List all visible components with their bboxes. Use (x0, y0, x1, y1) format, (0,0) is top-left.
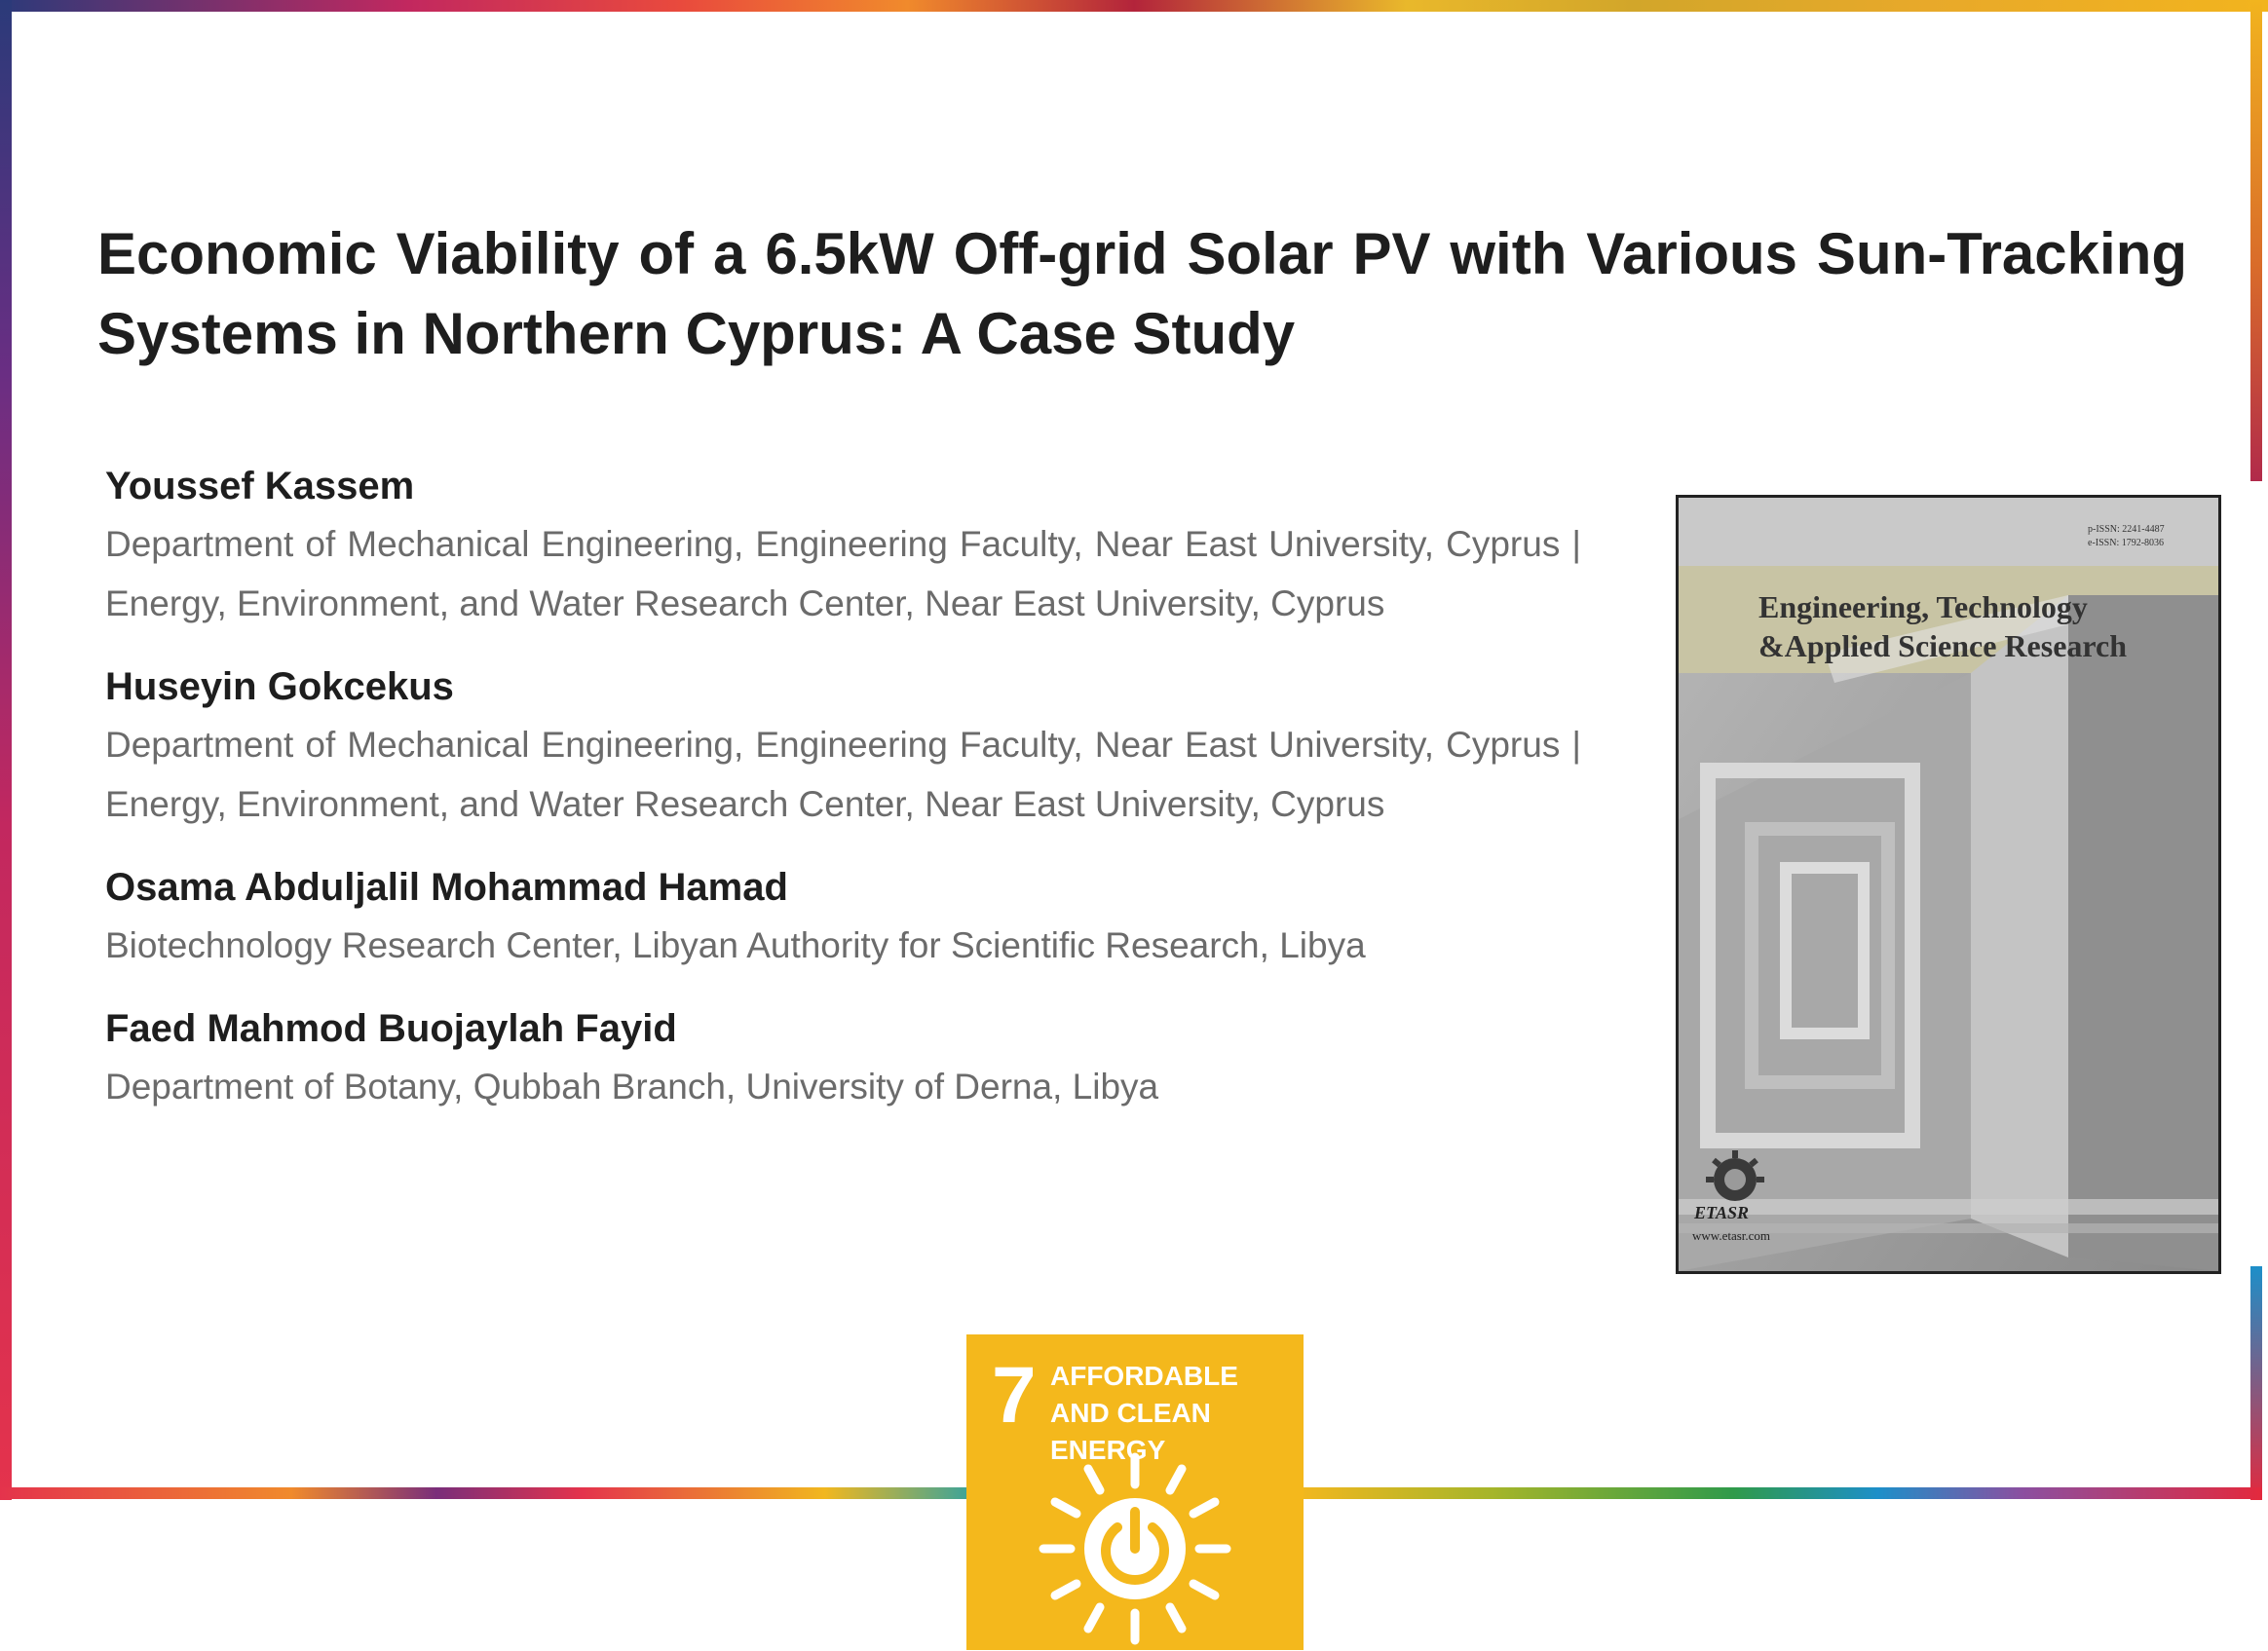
author-name: Faed Mahmod Buojaylah Fayid (105, 1007, 677, 1050)
author-entry (105, 458, 1581, 633)
frame-border-right-bottom (2250, 1266, 2262, 1500)
cover-issn-print: p-ISSN: 2241-4487 (2088, 524, 2165, 535)
author-name: Youssef Kassem (105, 465, 415, 507)
cover-issn-online: e-ISSN: 1792-8036 (2088, 538, 2165, 548)
sdg-label: AFFORDABLE AND CLEAN ENERGY (1050, 1361, 1238, 1465)
author-affiliation: Department of Mechanical Engineering, Engineering Faculty, Near East University, Cyprus | Energy, Environment, and Water Research Center, Near East University, Cyprus (105, 524, 1581, 623)
frame-border-bottom-left (0, 1487, 970, 1499)
journal-cover (1676, 495, 2221, 1274)
author-list (105, 458, 1581, 1142)
author-affiliation: Biotechnology Research Center, Libyan Authority for Scientific Research, Libya (105, 925, 1366, 965)
author-entry (105, 859, 1581, 975)
frame-border-top (0, 0, 2268, 12)
sdg-number: 7 (992, 1351, 1037, 1440)
cover-logo-text: ETASR (1694, 1203, 1750, 1222)
author-name: Huseyin Gokcekus (105, 665, 454, 708)
sun-power-icon (1038, 1451, 1232, 1646)
sdg-badge (966, 1334, 1304, 1650)
frame-border-right-top (2250, 0, 2262, 481)
paper-title: Economic Viability of a 6.5kW Off-grid Solar PV with Various Sun-Tracking Systems in Northern Cyprus: A Case Study (97, 221, 2187, 366)
cover-url: www.etasr.com (1692, 1228, 1771, 1243)
frame-border-left (0, 0, 12, 1500)
author-affiliation: Department of Mechanical Engineering, Engineering Faculty, Near East University, Cyprus | Energy, Environment, and Water Research Center, Near East University, Cyprus (105, 725, 1581, 824)
author-affiliation: Department of Botany, Qubbah Branch, University of Derna, Libya (105, 1067, 1159, 1107)
author-entry (105, 658, 1581, 834)
author-entry (105, 1000, 1581, 1116)
frame-border-bottom-right (1302, 1487, 2262, 1499)
cover-issn (2088, 523, 2195, 550)
author-name: Osama Abduljalil Mohammad Hamad (105, 866, 788, 909)
cover-journal-title: Engineering, Technology &Applied Science Research (1758, 589, 2128, 663)
